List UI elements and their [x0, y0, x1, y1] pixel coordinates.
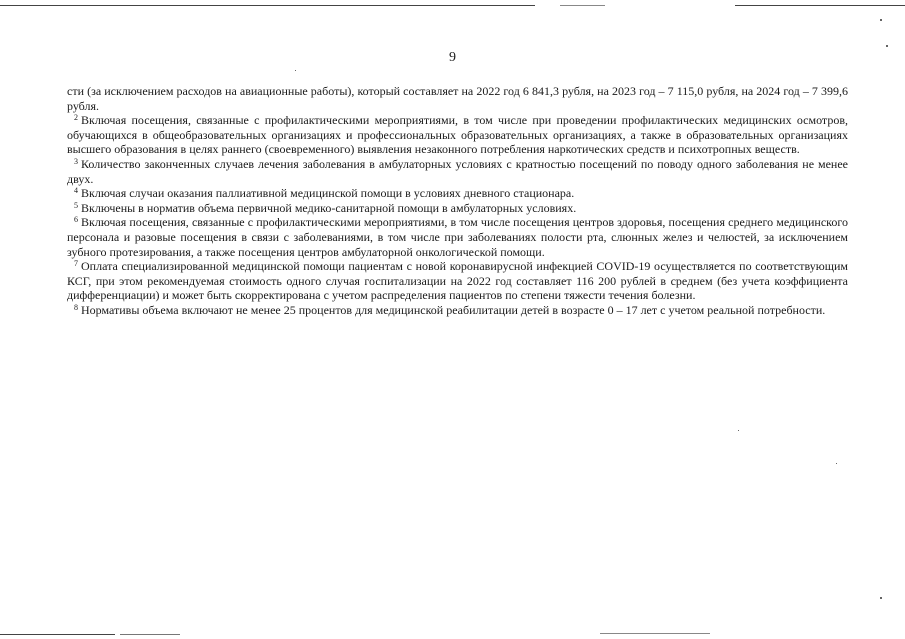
footnote-marker: 2	[74, 113, 78, 123]
scan-speck	[880, 597, 882, 599]
footnote-marker: 6	[74, 215, 78, 225]
footnote-marker: 7	[74, 259, 78, 269]
footnote-text: Нормативы объема включают не менее 25 процентов для медицинской реабилитации детей в возрасте 0 – 17 лет с учетом реальной потребности.	[81, 302, 826, 317]
footnote-5	[67, 201, 848, 216]
scan-line-bottom-mid	[120, 634, 180, 635]
footnote-text: Включая посещения, связанные с профилактическими мероприятиями, в том числе посещения центров здоровья, посещения среднего медицинского персонала и разовые посещения в связи с заболеваниями, в том числе при заболеваниях полости рта, слюнных желез и челюстей, за исключением зубного протезирования, а также посещения центров амбулаторной онкологической помощи.	[67, 215, 848, 259]
footnote-6	[67, 215, 848, 259]
footnote-marker: 3	[74, 156, 78, 166]
scan-line-top-left	[0, 5, 535, 6]
footnote-marker: 4	[74, 186, 78, 196]
scan-speck	[880, 19, 882, 21]
footnote-marker: 5	[74, 200, 78, 210]
scan-speck	[738, 430, 739, 431]
scan-line-top-mid	[560, 5, 605, 6]
footnote-4	[67, 186, 848, 201]
scan-speck	[295, 70, 296, 71]
footnote-text: Оплата специализированной медицинской помощи пациентам с новой коронавирусной инфекцией COVID-19 осуществляется по соответствующим КСГ, при этом рекомендуемая стоимость одного случая госпитализации на 2022 год составляет 116 200 рублей в среднем (без учета коэффициента дифференциации) и может быть скорректирована с учетом распределения пациентов по степени тяжести течения болезни.	[67, 259, 848, 303]
footnote-8	[67, 303, 848, 318]
footnote-text: Включая случаи оказания паллиативной медицинской помощи в условиях дневного стационара.	[81, 186, 575, 201]
scan-line-bottom-right	[600, 633, 710, 634]
footnote-continuation	[67, 84, 848, 113]
footnote-text: сти (за исключением расходов на авиационные работы), который составляет на 2022 год 6 841,3 рубля, на 2023 год – 7 115,0 рубля, на 2024 год – 7 399,6 рубля.	[67, 84, 848, 113]
scan-speck	[836, 463, 837, 464]
footnote-3	[67, 157, 848, 186]
footnote-7	[67, 259, 848, 303]
footnote-marker: 8	[74, 302, 78, 312]
footnote-text: Включая посещения, связанные с профилактическими мероприятиями, в том числе при проведении профилактических медицинских осмотров, обучающихся в общеобразовательных организациях и профессиональных образовательных организациях, а также в образовательных организациях высшего образования в целях раннего (своевременного) выявления незаконного потребления наркотических средств и психотропных веществ.	[67, 113, 848, 157]
footnotes-block	[67, 84, 848, 318]
scan-line-bottom-left	[0, 634, 115, 635]
scan-speck	[886, 45, 888, 47]
page-number: 9	[449, 50, 456, 65]
scan-line-top-right	[735, 5, 905, 6]
footnote-text: Включены в норматив объема первичной медико-санитарной помощи в амбулаторных условиях.	[81, 200, 577, 215]
footnote-2	[67, 113, 848, 157]
footnote-text: Количество законченных случаев лечения заболевания в амбулаторных условиях с кратностью посещений по поводу одного заболевания не менее двух.	[67, 156, 848, 186]
